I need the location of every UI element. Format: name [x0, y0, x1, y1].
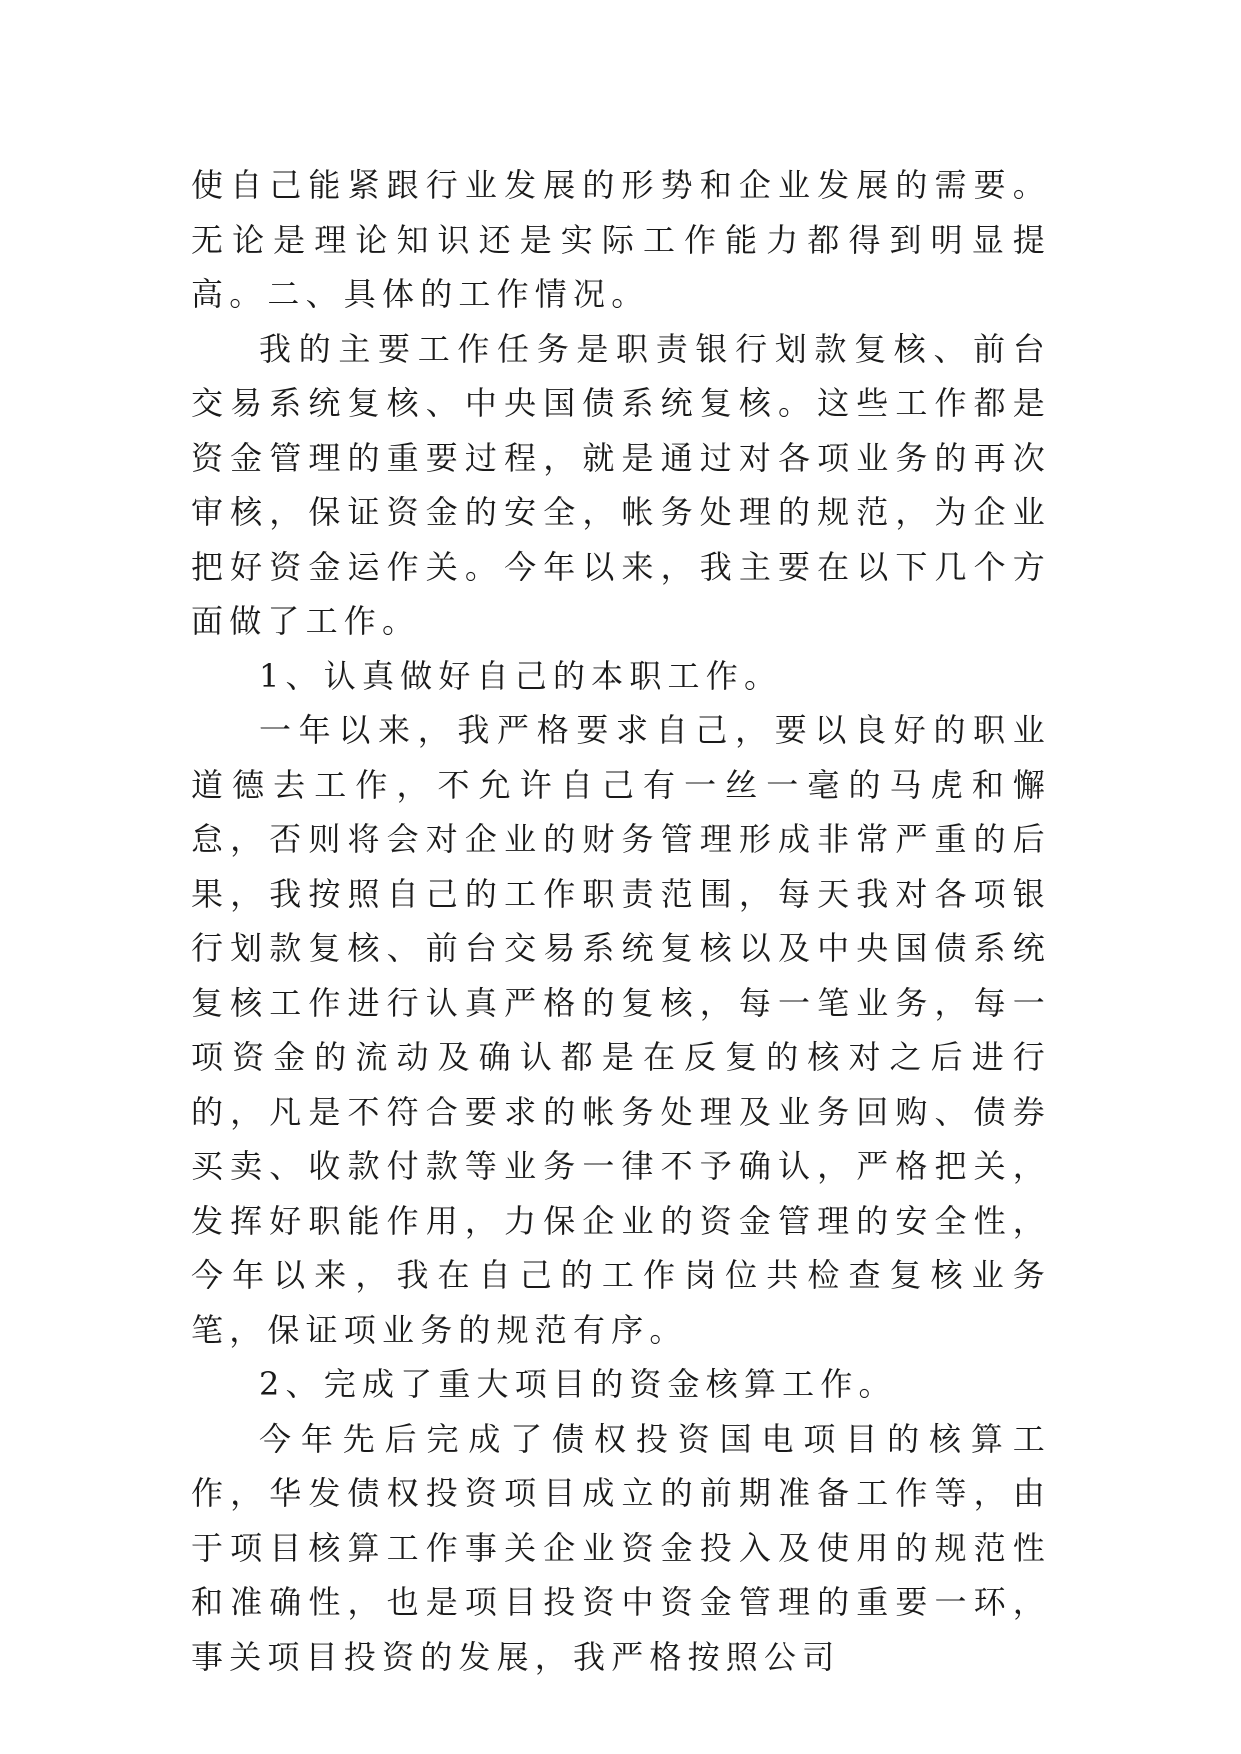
paragraph-continuation: 使自己能紧跟行业发展的形势和企业发展的需要。无论是理论知识还是实际工作能力都得到明显提高。二、具体的工作情况。 — [191, 166, 1051, 313]
paragraph-main-tasks: 我的主要工作任务是职责银行划款复核、前台交易系统复核、中央国债系统复核。这些工作都是资金管理的重要过程，就是通过对各项业务的再次审核，保证资金的安全，帐务处理的规范，为企业把好资金运作关。今年以来，我主要在以下几个方面做了工作。 — [191, 329, 1051, 640]
section-heading-1: 1、认真做好自己的本职工作。 — [259, 656, 783, 695]
document-body — [191, 158, 1051, 1684]
section-heading-2: 2、完成了重大项目的资金核算工作。 — [259, 1365, 897, 1403]
paragraph-project-accounting: 今年先后完成了债权投资国电项目的核算工作，华发债权投资项目成立的前期准备工作等，由于项目核算工作事关企业资金投入及使用的规范性和准确性，也是项目投资中资金管理的重要一环，事关项目投资的发展，我严格按照公司 — [191, 1419, 1051, 1676]
paragraph-duty-review: 一年以来，我严格要求自己，要以良好的职业道德去工作，不允许自己有一丝一毫的马虎和懈怠，否则将会对企业的财务管理形成非常严重的后果，我按照自己的工作职责范围，每天我对各项银行划款复核、前台交易系统复核以及中央国债系统复核工作进行认真严格的复核，每一笔业务，每一项资金的流动及确认都是在反复的核对之后进行的，凡是不符合要求的帐务处理及业务回购、债券买卖、收款付款等业务一律不予确认，严格把关，发挥好职能作用，力保企业的资金管理的安全性，今年以来，我在自己的工作岗位共检查复核业务笔，保证项业务的规范有序。 — [191, 711, 1051, 1349]
